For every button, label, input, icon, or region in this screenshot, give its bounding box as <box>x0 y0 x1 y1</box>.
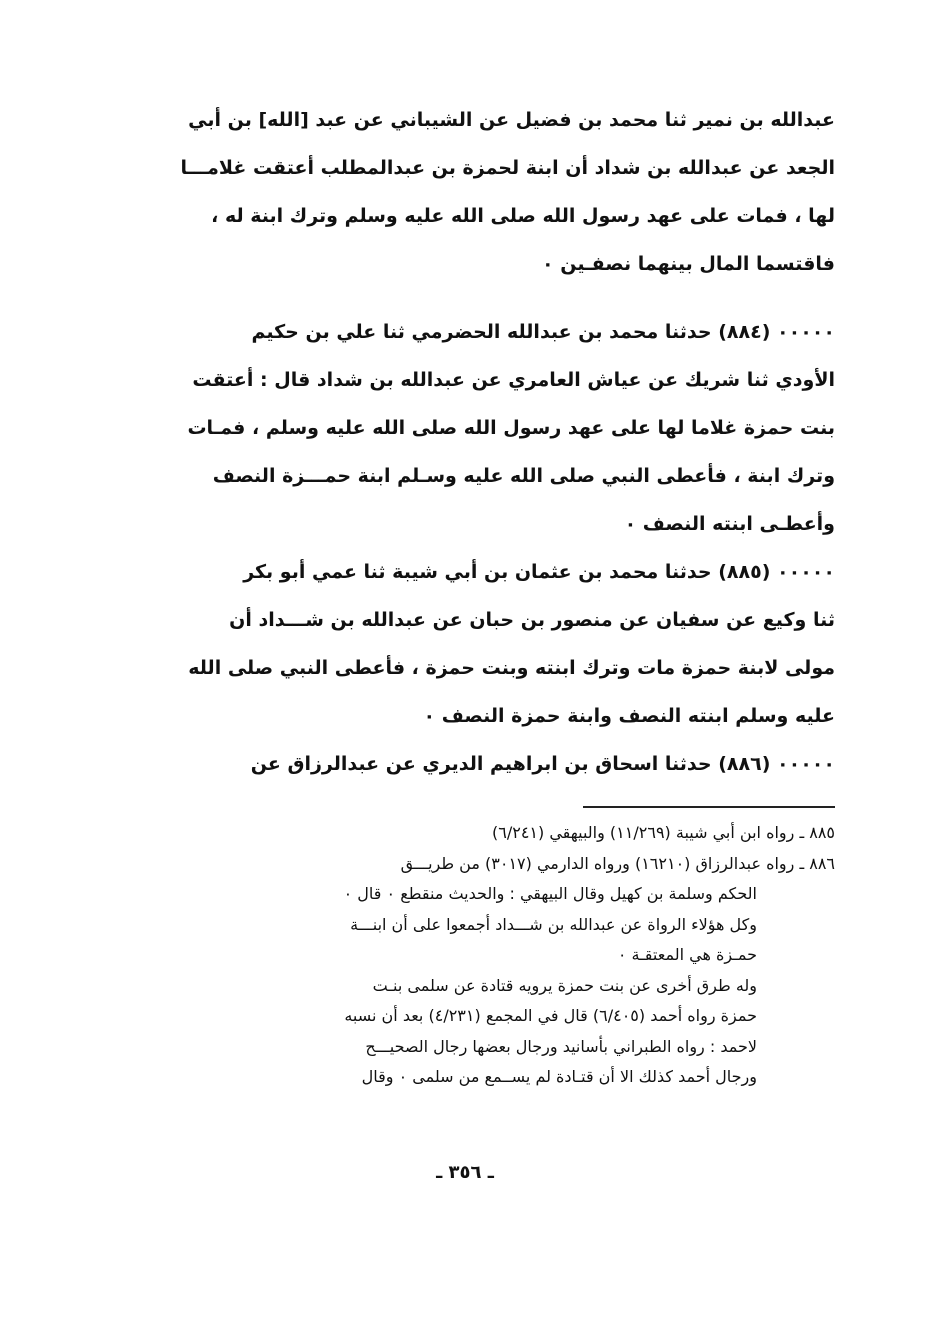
footnote-line: وكل هؤلاء الرواة عن عبدالله بن شـــداد أجمعوا على أن ابنـــة <box>350 914 757 934</box>
paragraph-886 <box>130 740 835 788</box>
main-text <box>130 96 835 788</box>
footnote-886: ٨٨٦ ـ رواه عبدالرزاق (١٦٢١٠) ورواه الدارمي (٣٠١٧) من طريـــق <box>400 853 835 873</box>
footnote-line: وله طرق أخرى عن بنت حمزة يرويه قتادة عن سلمى بنـت <box>372 975 757 995</box>
text-line: ٠٠٠٠٠ (٨٨٥) حدثنا محمد بن عثمان بن أبي شيبة ثنا عمي أبو بكر <box>243 561 835 583</box>
footnote-885: ٨٨٥ ـ رواه ابن أبي شيبة (١١/٢٦٩) والبيهقي (٦/٢٤١) <box>491 823 835 842</box>
spacer <box>130 288 835 308</box>
page-number: ـ ٣٥٦ ـ <box>436 1162 494 1183</box>
text-line: بنت حمزة غلاما لها على عهد رسول الله صلى الله عليه وسلم ، فمـات <box>187 417 835 439</box>
footnote-line: لاحمد : رواه الطبراني بأسانيد ورجال بعضها رجال الصحيـــح <box>365 1036 757 1056</box>
text-line: عليه وسلم ابنته النصف وابنة حمزة النصف ٠ <box>423 705 835 727</box>
text-line: لها ، فمات على عهد رسول الله صلى الله عليه وسلم وترك ابنة له ، <box>211 205 835 227</box>
text-line: فاقتسما المال بينهما نصفـين ٠ <box>542 253 835 275</box>
text-line: ٠٠٠٠٠ (٨٨٦) حدثنا اسحاق بن ابراهيم الديري عن عبدالرزاق عن <box>250 753 835 775</box>
paragraph-885 <box>130 548 835 740</box>
text-line: ٠٠٠٠٠ (٨٨٤) حدثنا محمد بن عبدالله الحضرمي ثنا علي بن حكيم <box>251 321 835 343</box>
text-line: الأودي ثنا شريك عن عياش العامري عن عبدالله بن شداد قال : أعتقت <box>192 369 835 391</box>
text-line: عبدالله بن نمير ثنا محمد بن فضيل عن الشيباني عن عبد [الله] بن أبي <box>188 109 835 131</box>
footnote-line: الحكم وسلمة بن كهيل وقال البيهقي : والحديث منقطع ٠ قال ٠ <box>343 884 757 903</box>
paragraph-884 <box>130 308 835 548</box>
text-line: مولى لابنة حمزة مات وترك ابنته وبنت حمزة ، فأعطى النبي صلى الله <box>188 657 835 679</box>
footnote-line: ورجال أحمد كذلك الا أن قتـادة لم يســمع من سلمى ٠ وقال <box>361 1067 757 1086</box>
paragraph-1 <box>130 96 835 288</box>
footnotes <box>130 818 835 1093</box>
footnote-line: حمـزة هي المعتقـة ٠ <box>617 945 757 964</box>
text-line: وأعطـى ابنته النصف ٠ <box>624 513 835 535</box>
footnote-line: حمزة رواه أحمد (٦/٤٠٥) قال في المجمع (٤/٢٣١) بعد أن نسبه <box>344 1006 757 1025</box>
text-line: وترك ابنة ، فأعطى النبي صلى الله عليه وسـلم ابنة حمـــزة النصف <box>212 465 835 487</box>
footnote-divider <box>583 806 835 808</box>
text-line: ثنا وكيع عن سفيان عن منصور بن حبان عن عبدالله بن شـــداد أن <box>229 609 835 631</box>
text-line: الجعد عن عبدالله بن شداد أن ابنة لحمزة بن عبدالمطلب أعتقت غلامـــا <box>180 157 835 179</box>
